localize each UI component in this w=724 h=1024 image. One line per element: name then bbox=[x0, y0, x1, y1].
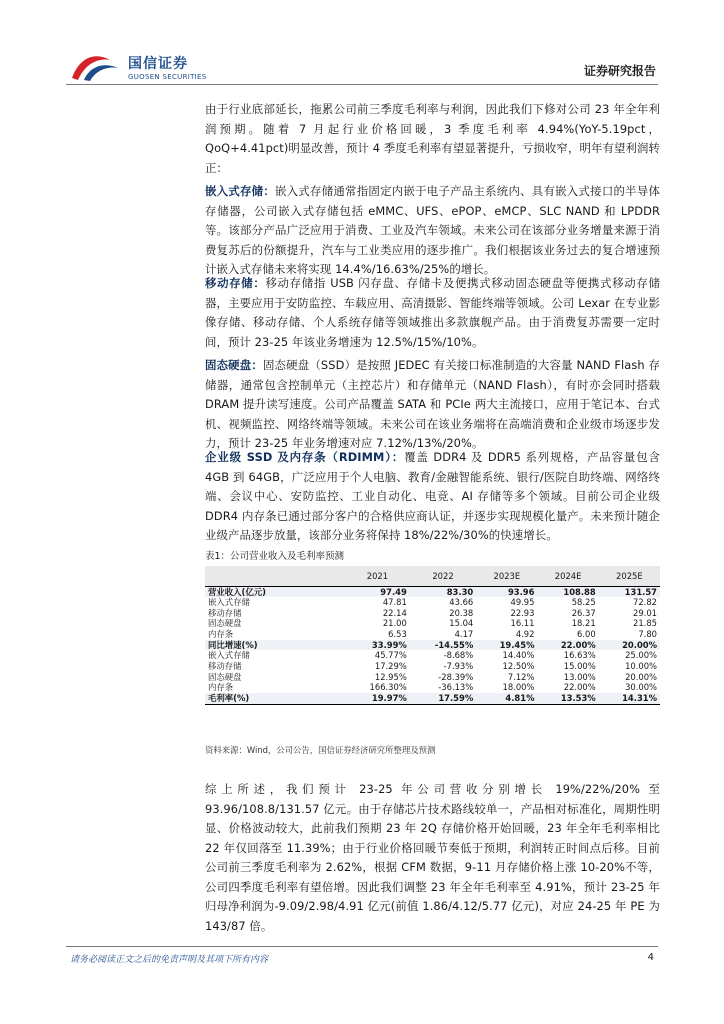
table-cell: 6.53 bbox=[388, 629, 407, 640]
table-cell: 13.53% bbox=[537, 693, 598, 704]
paragraph-enterprise-ssd bbox=[205, 448, 660, 546]
table-cell: 13.00% bbox=[563, 671, 596, 682]
table-row bbox=[205, 618, 660, 629]
table-cell: 7.12% bbox=[507, 671, 535, 682]
table-cell: 4.17 bbox=[454, 629, 474, 640]
table-row-label: 内存条 bbox=[208, 629, 234, 640]
table-row bbox=[205, 629, 660, 640]
table-cell: 20.00% bbox=[599, 640, 660, 651]
lead-mobile-storage: 移动存储： bbox=[205, 276, 266, 290]
table-row-label: 毛利率(%) bbox=[205, 693, 345, 704]
table-cell: 16.63% bbox=[563, 650, 596, 661]
table-cell: 16.11 bbox=[510, 618, 535, 629]
paragraph-embedded-storage bbox=[205, 182, 660, 280]
table-header-cell bbox=[205, 566, 345, 586]
table-cell: 4.81% bbox=[476, 693, 537, 704]
table-header-cell: 2023E bbox=[476, 566, 537, 586]
table-header-row bbox=[205, 566, 660, 586]
table-cell: 18.21 bbox=[571, 618, 596, 629]
table-cell: 21.85 bbox=[633, 618, 657, 629]
table-cell: 15.04 bbox=[449, 618, 474, 629]
table-cell: -28.39% bbox=[438, 671, 474, 682]
table-cell: 45.77% bbox=[374, 650, 407, 661]
page-number: 4 bbox=[647, 952, 654, 963]
lead-ssd: 固态硬盘： bbox=[205, 358, 263, 372]
table-cell: 15.00% bbox=[563, 661, 596, 672]
table-row bbox=[205, 693, 660, 704]
table-source-note: 资料来源：Wind，公司公告，国信证券经济研究所整理及预测 bbox=[205, 745, 436, 755]
table-cell: 20.00% bbox=[625, 671, 657, 682]
table-cell: 20.38 bbox=[449, 607, 474, 618]
table-row-label: 固态硬盘 bbox=[208, 618, 242, 629]
table-row bbox=[205, 682, 660, 693]
table-row-label: 内存条 bbox=[208, 682, 234, 693]
paragraph-profit-revision: 由于行业底部延长，拖累公司前三季度毛利率与利润，因此我们下修对公司 23 年全年利润预期。随着 7 月起行业价格回暖，3 季度毛利率 4.94%(YoY-5.19pct，QoQ+4.41pct)明显改善，预计 4 季度毛利率有望显著提升，亏损收窄，明年有望利润转正： bbox=[205, 102, 660, 175]
table-cell: 22.14 bbox=[382, 607, 407, 618]
text-enterprise-ssd: 覆盖 DDR4 及 DDR5 系列规格，产品容量包含 4GB 到 64GB，广泛应用于个人电脑、教育/金融智能系统、银行/医院自助终端、网络终端、会议中心、安防监控、工业自动化、电竞、AI 存储等多个领域。目前公司企业级 DDR4 内存条已通过部分客户的合格供应商认证，并逐步实现规模化量产。未来预计随企业级产品逐步放量，该部分业务将保持 18%/22%/30%的快速增长。 bbox=[205, 450, 660, 542]
table-cell: 19.45% bbox=[476, 640, 537, 651]
disclaimer-note: 请务必阅读正文之后的免责声明及其项下所有内容 bbox=[70, 955, 269, 965]
table-cell: 18.00% bbox=[502, 682, 535, 693]
table-cell: 17.29% bbox=[374, 661, 407, 672]
table-cell: 97.49 bbox=[345, 586, 410, 597]
header-divider bbox=[66, 84, 658, 85]
table-cell: 25.00% bbox=[625, 650, 657, 661]
report-type-label: 证券研究报告 bbox=[583, 64, 656, 78]
table-cell: 83.30 bbox=[410, 586, 476, 597]
lead-embedded-storage: 嵌入式存储： bbox=[205, 184, 276, 198]
text-mobile-storage: 移动存储指 USB 闪存盘、存储卡及便携式移动固态硬盘等便携式移动存储器，主要应用于安防监控、车载应用、高清摄影、智能终端等领域。公司 Lexar 在专业影像存储、移动存储、个人系统存储等领域推出多款旗舰产品。由于消费复苏需要一定时间，预计 23-25 年该业务增速为 12.5%/15%/10%。 bbox=[205, 276, 660, 349]
table-cell: 58.25 bbox=[571, 597, 596, 608]
table-row bbox=[205, 608, 660, 619]
table-cell: 7.80 bbox=[638, 629, 657, 640]
table-cell: 19.97% bbox=[345, 693, 410, 704]
guosen-logo bbox=[70, 50, 210, 84]
table-caption: 表1：公司营业收入及毛利率预测 bbox=[205, 551, 345, 562]
table-row-label: 移动存储 bbox=[208, 661, 242, 672]
table-cell: 14.31% bbox=[599, 693, 660, 704]
table-cell: 131.57 bbox=[599, 586, 660, 597]
table-row-label: 营业收入(亿元) bbox=[205, 586, 345, 597]
table-cell: 22.00% bbox=[563, 682, 596, 693]
table-cell: 108.88 bbox=[537, 586, 598, 597]
table-cell: 12.95% bbox=[374, 671, 407, 682]
table-row bbox=[205, 597, 660, 608]
table-cell: -8.68% bbox=[443, 650, 474, 661]
page-header bbox=[0, 0, 724, 96]
table-cell: -36.13% bbox=[438, 682, 474, 693]
table-header-cell: 2025E bbox=[599, 566, 660, 586]
table-cell: 166.30% bbox=[369, 682, 407, 693]
guosen-logo-icon bbox=[70, 52, 122, 82]
table-row-label: 嵌入式存储 bbox=[208, 597, 250, 608]
logo-text-cn: 国信证券 bbox=[128, 56, 188, 72]
table-header-cell: 2022 bbox=[410, 566, 476, 586]
table-cell: 4.92 bbox=[515, 629, 535, 640]
table-cell: 21.00 bbox=[382, 618, 407, 629]
table-row bbox=[205, 650, 660, 661]
text-ssd: 固态硬盘（SSD）是按照 JEDEC 有关接口标准制造的大容量 NAND Flash 存储器，通常包含控制单元（主控芯片）和存储单元（NAND Flash），有时亦会同时搭载 DRAM 提升读写速度。公司产品覆盖 SATA 和 PCIe 两大主流接口，应用于笔记本、台式机、视频监控、网络终端等领域。未来公司在该业务端将在高端消费和企业级市场逐步发力，预计 23-25 年业务增速对应 7.12%/13%/20%。 bbox=[205, 358, 660, 450]
text-embedded-storage: 嵌入式存储通常指固定内嵌于电子产品主系统内、具有嵌入式接口的半导体存储器，公司嵌入式存储包括 eMMC、UFS、ePOP、eMCP、SLC NAND 和 LPDDR 等。该部分产品广泛应用于消费、工业及汽车领域。未来公司在该部分业务增量来源于消费复苏后的份额提升，汽车与工业类应用的逐步推广。我们根据该业务过去的复合增速预计嵌入式存储未来将实现 14.4%/16.63%/25%的增长。 bbox=[205, 184, 660, 276]
table-cell: 29.01 bbox=[633, 607, 657, 618]
lead-enterprise-ssd: 企业级 SSD 及内存条（RDIMM）： bbox=[205, 450, 405, 464]
revenue-margin-table bbox=[205, 566, 660, 705]
table-row bbox=[205, 640, 660, 651]
table-row-label: 同比增速(%) bbox=[205, 640, 345, 651]
table-row bbox=[205, 672, 660, 683]
table-header-cell: 2021 bbox=[345, 566, 410, 586]
table-cell: 49.95 bbox=[510, 597, 535, 608]
table-row bbox=[205, 586, 660, 597]
paragraph-mobile-storage bbox=[205, 274, 660, 352]
table-cell: 43.66 bbox=[449, 597, 474, 608]
paragraph-summary-forecast: 综上所述，我们预计 23-25 年公司营收分别增长 19%/22%/20% 至 93.96/108.8/131.57 亿元。由于存储芯片技术路线较单一，产品相对标准化，周期性明显、价格波动较大，此前我们预期 23 年 2Q 存储价格开始回暖，23 年全年毛利率相比 22 年仅回落至 11.39%；由于行业价格回暖节奏低于预期，利润转正时间点后移。目前公司前三季度毛利率为 2.62%，根据 CFM 数据，9-11 月存储价格上涨 10-20%不等，公司四季度毛利率有望倍增。因此我们调整 23 年全年毛利率至 4.91%，预计 23-25 年归母净利润为-9.09/2.98/4.91 亿元(前值 1.86/4.12/5.77 亿元)，对应 24-25 年 PE 为 143/87 倍。 bbox=[205, 782, 660, 933]
table-row-label: 固态硬盘 bbox=[208, 671, 242, 682]
table-row-label: 嵌入式存储 bbox=[208, 650, 250, 661]
table-cell: 17.59% bbox=[410, 693, 476, 704]
table-cell: -7.93% bbox=[443, 661, 474, 672]
table-cell: 93.96 bbox=[476, 586, 537, 597]
table-cell: -14.55% bbox=[410, 640, 476, 651]
paragraph-ssd bbox=[205, 356, 660, 454]
table-cell: 26.37 bbox=[571, 607, 596, 618]
table-cell: 47.81 bbox=[382, 597, 407, 608]
table-row bbox=[205, 661, 660, 672]
table-cell: 14.40% bbox=[502, 650, 535, 661]
footer-divider bbox=[66, 946, 658, 947]
logo-text-en: GUOSEN SECURITIES bbox=[128, 73, 207, 81]
table-cell: 22.93 bbox=[510, 607, 535, 618]
table-cell: 22.00% bbox=[537, 640, 598, 651]
table-cell: 30.00% bbox=[625, 682, 657, 693]
table-cell: 72.82 bbox=[633, 597, 657, 608]
table-cell: 12.50% bbox=[502, 661, 535, 672]
table-cell: 6.00 bbox=[577, 629, 596, 640]
table-cell: 33.99% bbox=[345, 640, 410, 651]
table-cell: 10.00% bbox=[625, 661, 657, 672]
table-header-cell: 2024E bbox=[537, 566, 598, 586]
table-row-label: 移动存储 bbox=[208, 607, 242, 618]
